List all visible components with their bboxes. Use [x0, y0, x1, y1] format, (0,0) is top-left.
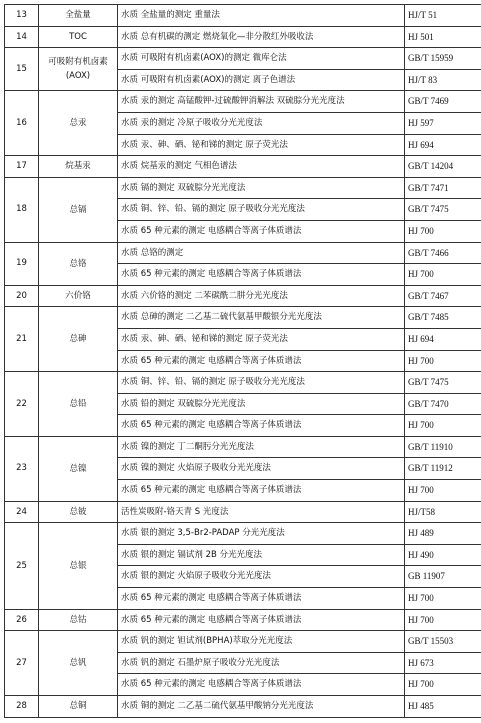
table-row — [5, 307, 481, 329]
test-item: 总汞 — [39, 91, 118, 156]
test-item: 总铬 — [39, 242, 118, 285]
standard-code: GB/T 7485 — [405, 307, 481, 329]
method-name: 水质 钒的测定 钽试剂(BPHA)萃取分光光度法 — [118, 631, 405, 653]
standard-code: HJ 700 — [405, 609, 481, 631]
method-name: 水质 65 种元素的测定 电感耦合等离子体质谱法 — [118, 588, 405, 610]
method-name: 水质 铅的测定 双硫腙分光光度法 — [118, 393, 405, 415]
row-number: 17 — [5, 156, 39, 178]
row-number: 28 — [5, 696, 39, 718]
standard-code: GB/T 7467 — [405, 285, 481, 307]
method-name: 活性炭吸附-铬天青 S 光度法 — [118, 501, 405, 523]
standards-table — [4, 4, 481, 718]
row-number: 14 — [5, 26, 39, 48]
standard-code: GB/T 7469 — [405, 91, 481, 113]
method-name: 水质 汞的测定 冷原子吸收分光光度法 — [118, 112, 405, 134]
method-name: 水质 银的测定 镉试剂 2B 分光光度法 — [118, 544, 405, 566]
test-item: 总砷 — [39, 307, 118, 372]
standard-code: GB/T 7475 — [405, 372, 481, 394]
table-row — [5, 91, 481, 113]
standard-code: GB/T 11912 — [405, 458, 481, 480]
table-row — [5, 436, 481, 458]
test-item: 全盐量 — [39, 5, 118, 27]
standard-code: HJ 489 — [405, 523, 481, 545]
method-name: 水质 镉的测定 双硫腙分光光度法 — [118, 177, 405, 199]
row-number: 21 — [5, 307, 39, 372]
standard-code: HJ 485 — [405, 696, 481, 718]
method-name: 水质 铜、锌、铅、镉的测定 原子吸收分光光度法 — [118, 372, 405, 394]
table-row — [5, 372, 481, 394]
standard-code: GB/T 7471 — [405, 177, 481, 199]
test-item: 六价铬 — [39, 285, 118, 307]
table-row — [5, 696, 481, 718]
method-name: 水质 汞、砷、硒、铋和锑的测定 原子荧光法 — [118, 134, 405, 156]
standard-code: GB/T 14204 — [405, 156, 481, 178]
test-item: 总钒 — [39, 631, 118, 696]
method-name: 水质 银的测定 3,5-Br2-PADAP 分光光度法 — [118, 523, 405, 545]
standard-code: GB/T 7470 — [405, 393, 481, 415]
standard-code: GB/T 7475 — [405, 199, 481, 221]
method-name: 水质 总铬的测定 — [118, 242, 405, 264]
table-row — [5, 631, 481, 653]
test-item: 总铜 — [39, 696, 118, 718]
standards-table-body — [5, 5, 481, 718]
table-row — [5, 609, 481, 631]
row-number: 15 — [5, 48, 39, 91]
row-number: 13 — [5, 5, 39, 27]
method-name: 水质 全盐量的测定 重量法 — [118, 5, 405, 27]
method-name: 水质 65 种元素的测定 电感耦合等离子体质谱法 — [118, 415, 405, 437]
standard-code: HJ 700 — [405, 350, 481, 372]
test-item: TOC — [39, 26, 118, 48]
row-number: 20 — [5, 285, 39, 307]
method-name: 水质 65 种元素的测定 电感耦合等离子体质谱法 — [118, 480, 405, 502]
row-number: 23 — [5, 436, 39, 501]
row-number: 19 — [5, 242, 39, 285]
test-item: 烷基汞 — [39, 156, 118, 178]
standard-code: HJ/T58 — [405, 501, 481, 523]
standard-code: HJ 700 — [405, 480, 481, 502]
row-number: 18 — [5, 177, 39, 242]
row-number: 16 — [5, 91, 39, 156]
standard-code: GB/T 11910 — [405, 436, 481, 458]
row-number: 24 — [5, 501, 39, 523]
row-number: 26 — [5, 609, 39, 631]
method-name: 水质 银的测定 火焰原子吸收分光光度法 — [118, 566, 405, 588]
method-name: 水质 65 种元素的测定 电感耦合等离子体质谱法 — [118, 674, 405, 696]
table-row — [5, 242, 481, 264]
standard-code: HJ/T 51 — [405, 5, 481, 27]
method-name: 水质 65 种元素的测定 电感耦合等离子体质谱法 — [118, 609, 405, 631]
row-number: 27 — [5, 631, 39, 696]
method-name: 水质 钒的测定 石墨炉原子吸收分光光度法 — [118, 652, 405, 674]
standard-code: HJ 700 — [405, 415, 481, 437]
row-number: 25 — [5, 523, 39, 609]
table-row — [5, 523, 481, 545]
method-name: 水质 65 种元素的测定 电感耦合等离子体质谱法 — [118, 264, 405, 286]
standard-code: GB 11907 — [405, 566, 481, 588]
table-row — [5, 48, 481, 70]
standard-code: HJ 700 — [405, 588, 481, 610]
standard-code: HJ 700 — [405, 220, 481, 242]
method-name: 水质 汞、砷、硒、铋和锑的测定 原子荧光法 — [118, 328, 405, 350]
table-row — [5, 26, 481, 48]
standard-code: GB/T 15503 — [405, 631, 481, 653]
method-name: 水质 镍的测定 丁二酮肟分光光度法 — [118, 436, 405, 458]
standard-code: GB/T 15959 — [405, 48, 481, 70]
standard-code: HJ 490 — [405, 544, 481, 566]
table-row — [5, 156, 481, 178]
standard-code: HJ/T 83 — [405, 69, 481, 91]
method-name: 水质 65 种元素的测定 电感耦合等离子体质谱法 — [118, 350, 405, 372]
table-row — [5, 501, 481, 523]
method-name: 水质 65 种元素的测定 电感耦合等离子体质谱法 — [118, 220, 405, 242]
method-name: 水质 汞的测定 高锰酸钾-过硫酸钾消解法 双硫腙分光光度法 — [118, 91, 405, 113]
standard-code: GB/T 7466 — [405, 242, 481, 264]
method-name: 水质 铜的测定 二乙基二硫代氨基甲酸钠分光光度法 — [118, 696, 405, 718]
test-item: 总铍 — [39, 501, 118, 523]
test-item: 总钴 — [39, 609, 118, 631]
test-item: 总镍 — [39, 436, 118, 501]
method-name: 水质 烷基汞的测定 气相色谱法 — [118, 156, 405, 178]
table-row — [5, 5, 481, 27]
standard-code: HJ 694 — [405, 328, 481, 350]
method-name: 水质 总有机碳的测定 燃烧氧化—非分散红外吸收法 — [118, 26, 405, 48]
test-item: 总银 — [39, 523, 118, 609]
standard-code: HJ 700 — [405, 674, 481, 696]
method-name: 水质 总砷的测定 二乙基二硫代氨基甲酸银分光光度法 — [118, 307, 405, 329]
row-number: 22 — [5, 372, 39, 437]
method-name: 水质 镍的测定 火焰原子吸收分光光度法 — [118, 458, 405, 480]
table-row — [5, 177, 481, 199]
method-name: 水质 铜、锌、铅、镉的测定 原子吸收分光光度法 — [118, 199, 405, 221]
method-name: 水质 可吸附有机卤素(AOX)的测定 微库仑法 — [118, 48, 405, 70]
test-item: 总铅 — [39, 372, 118, 437]
standard-code: HJ 501 — [405, 26, 481, 48]
test-item: 总镉 — [39, 177, 118, 242]
method-name: 水质 可吸附有机卤素(AOX)的测定 离子色谱法 — [118, 69, 405, 91]
standard-code: HJ 694 — [405, 134, 481, 156]
standard-code: HJ 700 — [405, 264, 481, 286]
standard-code: HJ 673 — [405, 652, 481, 674]
standard-code: HJ 597 — [405, 112, 481, 134]
table-row — [5, 285, 481, 307]
test-item: 可吸附有机卤素(AOX) — [39, 48, 118, 91]
method-name: 水质 六价铬的测定 二苯碳酰二肼分光光度法 — [118, 285, 405, 307]
